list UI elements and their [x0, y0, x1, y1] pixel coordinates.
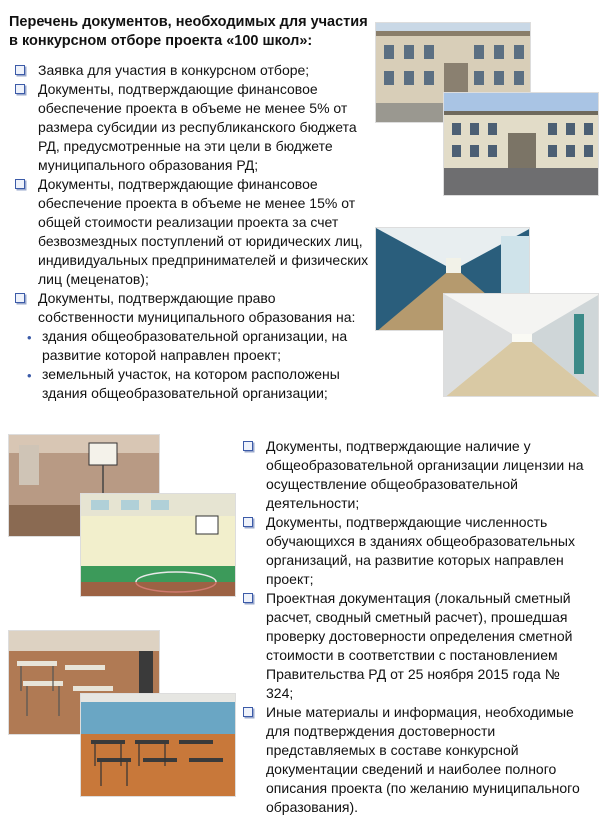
checkbox-bullet-icon — [15, 293, 25, 303]
list-item — [14, 289, 374, 403]
sub-list — [14, 327, 374, 403]
list-item — [242, 589, 587, 703]
list-item-text: Документы, подтверждающие численность обучающихся в зданиях общеобразовательных организаций, на развитие которых направлен проект; — [266, 514, 575, 587]
checkbox-bullet-icon — [243, 593, 253, 603]
checkbox-bullet-icon — [243, 517, 253, 527]
documents-list-top — [14, 61, 374, 403]
list-item — [14, 61, 374, 80]
list-item — [14, 80, 374, 175]
list-item-text: Иные материалы и информация, необходимые для подтверждения достоверности представляемых в составе конкурсной документации сведений и наиболее полного описания проекта (по желанию муниципального образования). — [266, 704, 580, 815]
list-item — [242, 513, 587, 589]
school-corridor-photo — [443, 293, 599, 397]
documents-list-bottom — [242, 437, 587, 817]
checkbox-bullet-icon — [243, 441, 253, 451]
school-building-photo — [443, 92, 599, 196]
checkbox-bullet-icon — [15, 65, 25, 75]
list-item-text: Документы, подтверждающие наличие у общеобразовательной организации лицензии на осуществление общеобразовательной деятельности; — [266, 438, 584, 511]
bullet-dot-icon: • — [27, 368, 32, 383]
list-item-text: Документы, подтверждающие финансовое обеспечение проекта в объеме не менее 15% от общей стоимости реализации проекта за счет безвозмездных поступлений от юридических лиц, индивидуальных предпринимателей и физических лиц (меценатов); — [38, 176, 369, 287]
checkbox-bullet-icon — [15, 179, 25, 189]
document-title: Перечень документов, необходимых для участия в конкурсном отборе проекта «100 школ»: — [9, 14, 368, 49]
bullet-dot-icon: • — [27, 330, 32, 345]
list-item-text: Проектная документация (локальный сметный расчет, сводный сметный расчет), прошедшая проверку достоверности определения сметной стоимости в соответствии с постановлением Правительства РД от 25 ноября 2015 года № 324; — [266, 590, 573, 701]
list-item-text: Заявка для участия в конкурсном отборе; — [38, 62, 310, 78]
school-gym-photo — [80, 493, 236, 597]
list-item-text: Документы, подтверждающие право собственности муниципального образования на: — [38, 290, 356, 325]
checkbox-bullet-icon — [243, 707, 253, 717]
sub-item-text: земельный участок, на котором расположены здания общеобразовательной организации; — [42, 366, 340, 401]
list-item-text: Документы, подтверждающие финансовое обеспечение проекта в объеме не менее 5% от размера субсидии из республиканского бюджета РД, предусмотренные на эти цели в бюджете муниципального образования РД; — [38, 81, 357, 173]
checkbox-bullet-icon — [15, 84, 25, 94]
list-item — [14, 175, 374, 289]
sub-list-item — [14, 327, 374, 365]
sub-list-item — [14, 365, 374, 403]
classroom-photo — [80, 693, 236, 797]
list-item — [242, 437, 587, 513]
sub-item-text: здания общеобразовательной организации, на развитие которой направлен проект; — [42, 328, 348, 363]
